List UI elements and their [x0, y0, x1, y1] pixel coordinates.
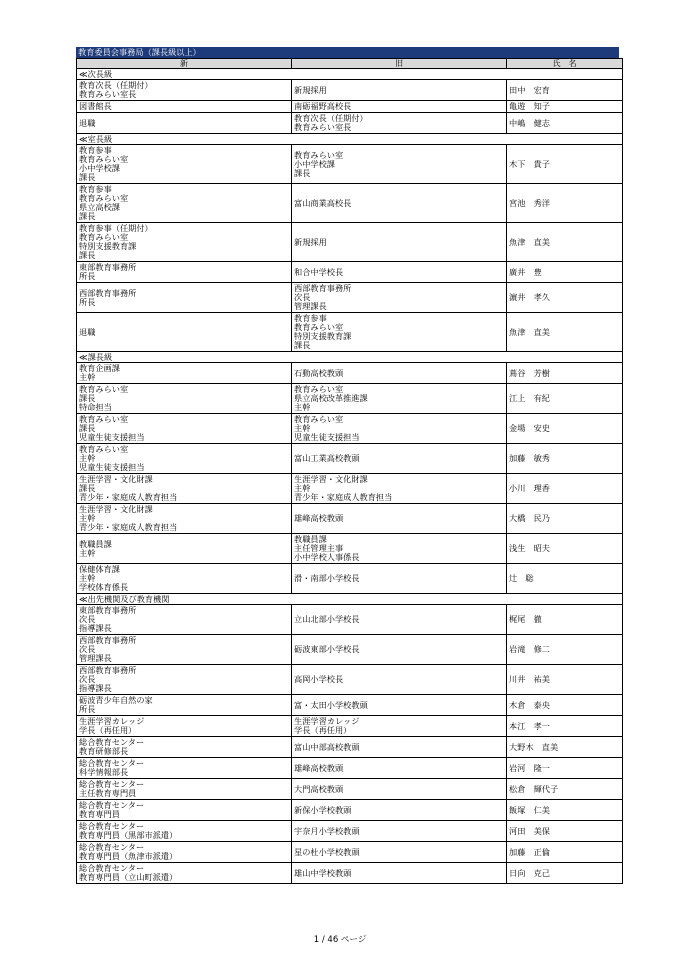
new-position-cell: [77, 145, 292, 184]
old-position-line: 星の杜小学校教頭: [294, 846, 360, 857]
old-position-cell: [292, 758, 507, 779]
table-row: [77, 444, 623, 474]
new-position-line: 総合教育センター: [79, 737, 145, 747]
new-position-cell: [77, 414, 292, 444]
person-name: 木下 貴子: [507, 145, 623, 184]
person-name: 中嶋 健志: [507, 113, 623, 134]
person-name: 木倉 泰央: [507, 695, 623, 716]
new-position-cell: [77, 605, 292, 635]
old-position-line: 主任管理主事: [294, 543, 344, 553]
new-position-line: 課長: [79, 393, 96, 403]
old-position-line: 小中学校課: [294, 158, 335, 169]
new-position-cell: [77, 779, 292, 800]
person-name: 辻 聡: [507, 564, 623, 594]
new-position-cell: [77, 223, 292, 262]
old-position-line: 南砺福野高校長: [294, 101, 352, 111]
new-position-line: 教育専門員: [79, 809, 120, 819]
new-position-cell: [77, 113, 292, 134]
new-position-cell: [77, 262, 292, 283]
new-position-cell: [77, 444, 292, 474]
table-row: [77, 384, 623, 414]
old-position-line: 滑・南部小学校長: [294, 573, 360, 583]
table-row: [77, 363, 623, 384]
table-row: [77, 800, 623, 821]
person-name: 蔦谷 芳樹: [507, 363, 623, 384]
old-position-cell: [292, 283, 507, 313]
table-row: [77, 665, 623, 695]
new-position-line: 教育みらい室: [79, 193, 129, 203]
old-position-cell: [292, 504, 507, 534]
personnel-table: [76, 58, 623, 884]
old-position-line: 新保小学校教頭: [294, 804, 352, 815]
new-position-line: 総合教育センター: [79, 842, 145, 852]
table-row: [77, 313, 623, 352]
new-position-line: 西部教育事務所: [79, 287, 137, 298]
new-position-line: 総合教育センター: [79, 863, 145, 873]
person-name: 魚津 直美: [507, 313, 623, 352]
new-position-line: 主幹: [79, 453, 96, 463]
old-position-line: 和合中学校長: [294, 266, 344, 277]
new-position-line: 教育みらい室: [79, 232, 129, 242]
new-position-line: 課長: [79, 483, 96, 493]
section-row: [77, 352, 623, 363]
old-position-cell: [292, 444, 507, 474]
new-position-cell: [77, 283, 292, 313]
new-position-line: 生涯学習カレッジ: [79, 716, 145, 726]
new-position-line: 主任教育専門員: [79, 788, 137, 798]
old-position-line: 青少年・家庭成人教育担当: [294, 492, 393, 502]
new-position-line: 児童生徒支援担当: [79, 432, 145, 442]
new-position-line: 小中学校課: [79, 163, 120, 173]
new-position-cell: [77, 800, 292, 821]
table-row: [77, 534, 623, 564]
new-position-line: 主幹: [79, 513, 96, 523]
section-row: [77, 594, 623, 605]
new-position-line: 教育参事: [79, 184, 112, 194]
new-position-line: 西部教育事務所: [79, 665, 137, 675]
old-position-cell: [292, 534, 507, 564]
old-position-line: 石動高校教頭: [294, 367, 344, 378]
person-name: 浅生 昭夫: [507, 534, 623, 564]
person-name: 岩滝 修二: [507, 635, 623, 665]
old-position-line: 教育次長（任期付）: [294, 113, 368, 123]
old-position-cell: [292, 145, 507, 184]
old-position-cell: [292, 779, 507, 800]
person-name: 濵井 孝久: [507, 283, 623, 313]
old-position-line: 学長（再任用）: [294, 725, 352, 735]
table-row: [77, 283, 623, 313]
person-name: 梶尾 徹: [507, 605, 623, 635]
new-position-line: 退職: [79, 117, 96, 128]
header-row: [77, 59, 623, 69]
new-position-cell: [77, 665, 292, 695]
new-position-line: 教育みらい室: [79, 444, 129, 454]
old-position-line: 課長: [294, 167, 311, 178]
new-position-cell: [77, 716, 292, 737]
new-position-cell: [77, 474, 292, 504]
table-row: [77, 695, 623, 716]
new-position-line: 次長: [79, 644, 96, 654]
old-position-line: 高岡小学校長: [294, 674, 344, 684]
table-row: [77, 113, 623, 134]
old-position-line: 富山工業高校教頭: [294, 453, 360, 463]
old-position-line: 課長: [294, 340, 311, 350]
table-row: [77, 842, 623, 863]
table-row: [77, 758, 623, 779]
new-position-line: 総合教育センター: [79, 821, 145, 831]
old-position-cell: [292, 474, 507, 504]
new-position-line: 青少年・家庭成人教育担当: [79, 492, 178, 502]
table-row: [77, 716, 623, 737]
new-position-line: 次長: [79, 674, 96, 684]
old-position-line: 主幹: [294, 402, 311, 412]
person-name: 大野木 直美: [507, 737, 623, 758]
new-position-line: 教育みらい室: [79, 414, 129, 424]
old-position-line: 特別支援教育課: [294, 331, 352, 341]
new-position-cell: [77, 564, 292, 594]
person-name: 田中 宏育: [507, 80, 623, 101]
new-position-line: 指導課長: [79, 623, 112, 633]
new-position-line: 学校体育係長: [79, 582, 129, 592]
old-position-line: 教育みらい室: [294, 384, 344, 394]
old-position-line: 富山商業高校長: [294, 197, 352, 208]
person-name: 亀遊 知子: [507, 101, 623, 113]
person-name: 金場 安史: [507, 414, 623, 444]
new-position-cell: [77, 635, 292, 665]
new-position-line: 所長: [79, 271, 96, 281]
personnel-sheet: [76, 47, 619, 884]
new-position-line: 総合教育センター: [79, 779, 145, 789]
new-position-cell: [77, 758, 292, 779]
new-position-line: 指導課長: [79, 683, 112, 693]
new-position-line: 学長（再任用）: [79, 725, 137, 735]
header-name: 氏 名: [507, 59, 623, 69]
new-position-line: 保健体育課: [79, 564, 120, 574]
new-position-line: 退職: [79, 326, 96, 337]
old-position-line: 教育みらい室: [294, 322, 344, 332]
new-position-line: 県立高校課: [79, 202, 120, 212]
new-position-cell: [77, 80, 292, 101]
new-position-line: 教育参事: [79, 145, 112, 155]
old-position-cell: [292, 184, 507, 223]
new-position-line: 教育専門員（立山町派遣）: [79, 872, 178, 882]
new-position-cell: [77, 363, 292, 384]
new-position-line: 主幹: [79, 547, 96, 558]
person-name: 岩河 隆一: [507, 758, 623, 779]
old-position-cell: [292, 863, 507, 884]
new-position-line: 教育専門員（黒部市派遣）: [79, 830, 178, 840]
old-position-line: 富山中部高校教頭: [294, 741, 360, 752]
old-position-line: 県立高校改革推進課: [294, 393, 368, 403]
table-row: [77, 474, 623, 504]
person-name: 河田 美保: [507, 821, 623, 842]
section-row: [77, 69, 623, 80]
old-position-line: 主幹: [294, 483, 311, 493]
table-row: [77, 635, 623, 665]
new-position-line: 課長: [79, 423, 96, 433]
new-position-cell: [77, 842, 292, 863]
old-position-line: 宇奈月小学校教頭: [294, 825, 360, 836]
old-position-line: 雄山中学校教頭: [294, 867, 352, 878]
old-position-cell: [292, 695, 507, 716]
old-position-cell: [292, 821, 507, 842]
old-position-cell: [292, 313, 507, 352]
table-row: [77, 262, 623, 283]
section-label: ≪出先機関及び教育機関: [77, 594, 623, 605]
person-name: 加藤 敏秀: [507, 444, 623, 474]
old-position-cell: [292, 113, 507, 134]
table-row: [77, 145, 623, 184]
old-position-cell: [292, 384, 507, 414]
old-position-line: 立山北部小学校長: [294, 614, 360, 624]
new-position-line: 教育参事（任期付）: [79, 223, 153, 233]
section-label: ≪次長級: [77, 69, 623, 80]
old-position-cell: [292, 605, 507, 635]
old-position-cell: [292, 101, 507, 113]
new-position-cell: [77, 504, 292, 534]
new-position-line: 西部教育事務所: [79, 635, 137, 645]
old-position-cell: [292, 414, 507, 444]
new-position-line: 特命担当: [79, 402, 112, 412]
table-row: [77, 779, 623, 800]
old-position-cell: [292, 800, 507, 821]
header-new: 新: [77, 59, 292, 69]
new-position-line: 管理課長: [79, 653, 112, 663]
old-position-cell: [292, 635, 507, 665]
table-row: [77, 223, 623, 262]
new-position-line: 課長: [79, 211, 96, 221]
page-footer: 1 / 46 ページ: [313, 935, 367, 945]
old-position-line: 大門高校教頭: [294, 783, 344, 794]
old-position-line: 主幹: [294, 423, 311, 433]
new-position-line: 総合教育センター: [79, 758, 145, 768]
new-position-cell: [77, 313, 292, 352]
old-position-line: 教育みらい室: [294, 149, 344, 160]
old-position-line: 西部教育事務所: [294, 283, 352, 293]
person-name: 加藤 正倫: [507, 842, 623, 863]
new-position-line: 教育みらい室: [79, 384, 129, 394]
person-name: 魚津 直美: [507, 223, 623, 262]
old-position-cell: [292, 80, 507, 101]
new-position-cell: [77, 534, 292, 564]
new-position-cell: [77, 101, 292, 113]
new-position-line: 次長: [79, 614, 96, 624]
section-row: [77, 134, 623, 145]
person-name: 日向 克己: [507, 863, 623, 884]
old-position-line: 新規採用: [294, 236, 327, 247]
old-position-cell: [292, 564, 507, 594]
new-position-cell: [77, 863, 292, 884]
new-position-cell: [77, 184, 292, 223]
old-position-cell: [292, 363, 507, 384]
new-position-line: 教育専門員（魚津市派遣）: [79, 851, 178, 861]
new-position-line: 児童生徒支援担当: [79, 462, 145, 472]
table-row: [77, 863, 623, 884]
table-row: [77, 101, 623, 113]
person-name: 宮池 秀洋: [507, 184, 623, 223]
person-name: 川井 祐美: [507, 665, 623, 695]
old-position-line: 管理課長: [294, 301, 327, 311]
table-row: [77, 737, 623, 758]
old-position-cell: [292, 842, 507, 863]
old-position-line: 新規採用: [294, 84, 327, 95]
person-name: 大橋 民乃: [507, 504, 623, 534]
new-position-line: 砺波青少年自然の家: [79, 695, 153, 705]
new-position-line: 教育みらい室長: [79, 89, 137, 99]
new-position-line: 教育みらい室: [79, 154, 129, 164]
new-position-line: 主幹: [79, 573, 96, 583]
new-position-line: 東部教育事務所: [79, 262, 137, 272]
old-position-line: 教育みらい室: [294, 414, 344, 424]
new-position-cell: [77, 737, 292, 758]
table-row: [77, 821, 623, 842]
table-row: [77, 504, 623, 534]
person-name: 飯塚 仁美: [507, 800, 623, 821]
section-label: ≪課長級: [77, 352, 623, 363]
old-position-line: 砺波東部小学校長: [294, 644, 360, 654]
old-position-line: 生涯学習カレッジ: [294, 716, 360, 726]
new-position-line: 課長: [79, 250, 96, 260]
new-position-line: 特別支援教育課: [79, 241, 137, 251]
table-row: [77, 80, 623, 101]
person-name: 江上 有紀: [507, 384, 623, 414]
new-position-line: 教育次長（任期付）: [79, 80, 153, 90]
new-position-line: 図書館長: [79, 101, 112, 111]
new-position-line: 主幹: [79, 372, 96, 382]
new-position-cell: [77, 384, 292, 414]
old-position-cell: [292, 737, 507, 758]
old-position-cell: [292, 665, 507, 695]
new-position-line: 東部教育事務所: [79, 605, 137, 615]
new-position-line: 青少年・家庭成人教育担当: [79, 522, 178, 532]
old-position-line: 富・太田小学校教頭: [294, 699, 368, 710]
person-name: 松倉 輝代子: [507, 779, 623, 800]
new-position-line: 生涯学習・文化財課: [79, 474, 153, 484]
old-position-line: 雄峰高校教頭: [294, 513, 344, 523]
section-label: ≪室長級: [77, 134, 623, 145]
new-position-line: 生涯学習・文化財課: [79, 504, 153, 514]
new-position-cell: [77, 821, 292, 842]
old-position-line: 生涯学習・文化財課: [294, 474, 368, 484]
old-position-line: 児童生徒支援担当: [294, 432, 360, 442]
old-position-line: 雄峰高校教頭: [294, 762, 344, 773]
old-position-cell: [292, 716, 507, 737]
new-position-line: 教育企画課: [79, 363, 120, 373]
old-position-cell: [292, 223, 507, 262]
sheet-title: 教育委員会事務局（課長級以上）: [76, 47, 619, 58]
new-position-line: 科学情報部長: [79, 767, 129, 777]
table-row: [77, 564, 623, 594]
new-position-line: 課長: [79, 172, 96, 182]
old-position-line: 教職員課: [294, 534, 327, 544]
new-position-line: 所長: [79, 296, 96, 307]
person-name: 小川 理香: [507, 474, 623, 504]
old-position-line: 次長: [294, 292, 311, 302]
table-row: [77, 605, 623, 635]
person-name: 本江 孝一: [507, 716, 623, 737]
new-position-line: 教職員課: [79, 538, 112, 549]
new-position-line: 所長: [79, 704, 96, 714]
old-position-line: 教育参事: [294, 313, 327, 323]
old-position-line: 小中学校人事係長: [294, 552, 360, 562]
old-position-cell: [292, 262, 507, 283]
person-name: 廣井 豊: [507, 262, 623, 283]
old-position-line: 教育みらい室長: [294, 122, 352, 132]
table-row: [77, 184, 623, 223]
new-position-line: 総合教育センター: [79, 800, 145, 810]
header-old: 旧: [292, 59, 507, 69]
table-row: [77, 414, 623, 444]
new-position-line: 教育研修部長: [79, 746, 129, 756]
new-position-cell: [77, 695, 292, 716]
